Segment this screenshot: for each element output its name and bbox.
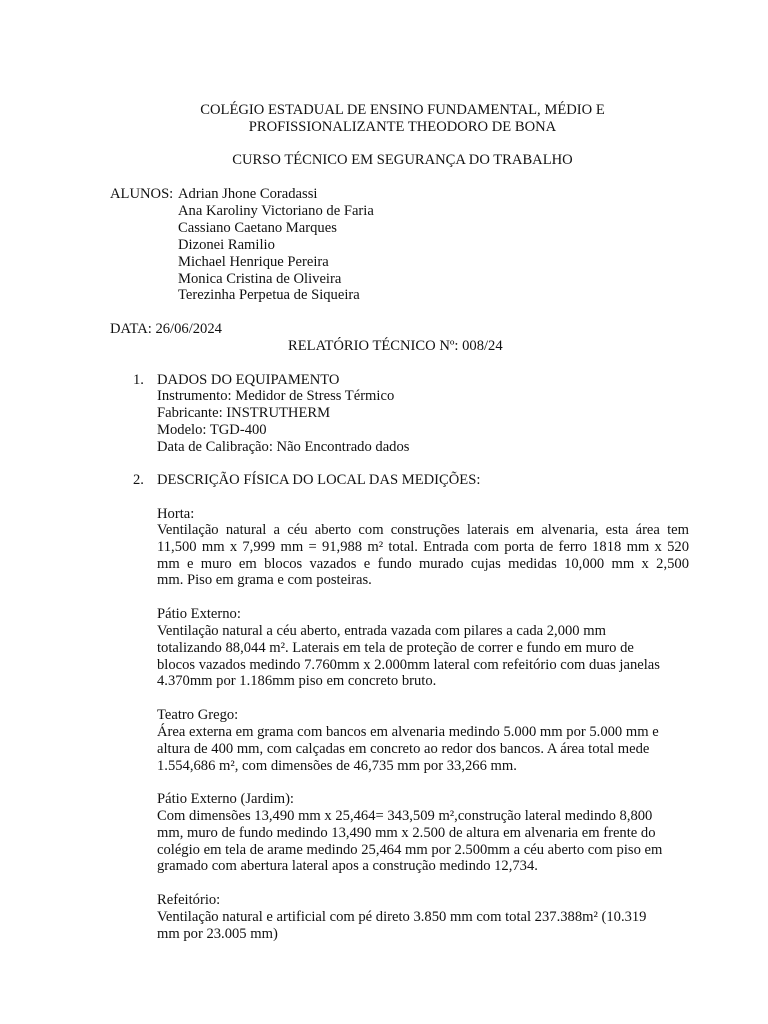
location-title-patio-jardim: Pátio Externo (Jardim): xyxy=(157,791,294,807)
location-title-horta: Horta: xyxy=(157,506,195,522)
report-date: DATA: 26/06/2024 xyxy=(110,321,222,337)
description-line: Ventilação natural a céu aberto com construções laterais em alvenaria, esta área tem xyxy=(157,522,689,538)
section1-number: 1. xyxy=(133,372,144,388)
student-name: Ana Karoliny Victoriano de Faria xyxy=(178,203,374,219)
section2-number: 2. xyxy=(133,472,144,488)
description-line: Com dimensões 13,490 mm x 25,464= 343,509 m²,construção lateral medindo 8,800 xyxy=(157,808,653,824)
student-name: Terezinha Perpetua de Siqueira xyxy=(178,287,360,303)
location-description-refeitorio xyxy=(157,909,689,943)
description-line: blocos vazados medindo 7.760mm x 2.000mm lateral com refeitório com duas janelas xyxy=(157,656,660,673)
description-line: 1.554,686 m², com dimensões de 46,735 mm por 33,266 mm. xyxy=(157,757,517,774)
description-line: 11,500 mm x 7,999 mm = 91,988 m² total. Entrada com porta de ferro 1818 mm x 520 xyxy=(157,538,689,555)
description-line: mm por 23.005 mm) xyxy=(157,925,278,942)
report-title: RELATÓRIO TÉCNICO Nº: 008/24 xyxy=(288,338,503,354)
section1-heading: DADOS DO EQUIPAMENTO xyxy=(157,372,340,388)
description-line: mm. Piso em grama e com posteiras. xyxy=(157,572,372,589)
location-title-patio-externo: Pátio Externo: xyxy=(157,606,241,622)
location-title-refeitorio: Refeitório: xyxy=(157,892,221,908)
students-label: ALUNOS: xyxy=(110,186,174,202)
description-line: colégio em tela de arame medindo 25,464 mm por 2.500mm a céu aberto com piso em xyxy=(157,841,663,858)
equipment-calibration: Data de Calibração: Não Encontrado dados xyxy=(157,439,410,455)
description-line: 4.370mm por 1.186mm piso em concreto bruto. xyxy=(157,673,437,690)
location-description-patio-externo xyxy=(157,623,689,690)
location-description-patio-jardim xyxy=(157,808,689,875)
description-line: Ventilação natural a céu aberto, entrada vazada com pilares a cada 2,000 mm xyxy=(157,623,606,639)
school-name-line1: COLÉGIO ESTADUAL DE ENSINO FUNDAMENTAL, MÉDIO E xyxy=(200,102,605,118)
student-name: Michael Henrique Pereira xyxy=(178,254,329,270)
description-line: gramado com abertura lateral apos a construção medindo 12,734. xyxy=(157,858,538,875)
student-name: Cassiano Caetano Marques xyxy=(178,220,337,236)
student-name: Dizonei Ramilio xyxy=(178,237,275,253)
equipment-instrument: Instrumento: Medidor de Stress Térmico xyxy=(157,388,395,404)
description-line: altura de 400 mm, com calçadas em concreto ao redor dos bancos. A área total mede xyxy=(157,740,650,757)
description-line: Área externa em grama com bancos em alvenaria medindo 5.000 mm por 5.000 mm e xyxy=(157,724,659,740)
location-description-teatro-grego xyxy=(157,724,689,774)
equipment-model: Modelo: TGD-400 xyxy=(157,422,267,438)
section2-heading: DESCRIÇÃO FÍSICA DO LOCAL DAS MEDIÇÕES: xyxy=(157,472,481,488)
equipment-manufacturer: Fabricante: INSTRUTHERM xyxy=(157,405,331,421)
location-description-horta xyxy=(157,522,689,589)
location-title-teatro-grego: Teatro Grego: xyxy=(157,707,239,723)
course-title: CURSO TÉCNICO EM SEGURANÇA DO TRABALHO xyxy=(232,152,573,168)
description-line: Ventilação natural e artificial com pé direto 3.850 mm com total 237.388m² (10.319 xyxy=(157,909,647,925)
student-name: Adrian Jhone Coradassi xyxy=(178,186,318,202)
description-line: totalizando 88,044 m². Laterais em tela de proteção de correr e fundo em muro de xyxy=(157,639,634,656)
description-line: mm, muro de fundo medindo 13,490 mm x 2.500 de altura em alvenaria em frente do xyxy=(157,824,656,841)
student-name: Monica Cristina de Oliveira xyxy=(178,271,342,287)
description-line: mm e muro em blocos vazados e fundo murado cujas medidas 10,000 mm x 2,500 xyxy=(157,555,689,572)
school-name-line2: PROFISSIONALIZANTE THEODORO DE BONA xyxy=(248,119,557,135)
